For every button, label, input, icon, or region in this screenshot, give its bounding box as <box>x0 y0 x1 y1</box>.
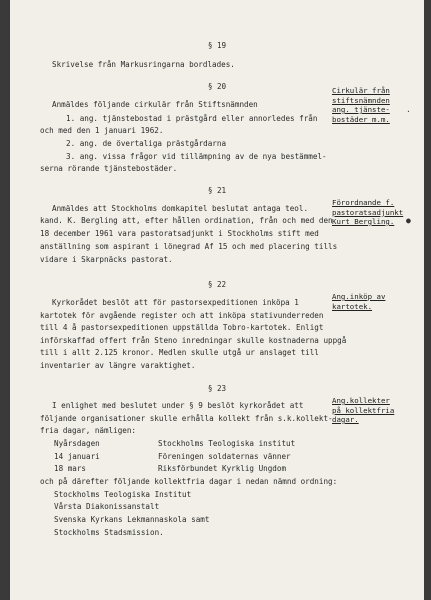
margin-note-line: Ang.inköp av <box>332 292 386 301</box>
margin-note-section-23 <box>332 396 394 425</box>
section-21-heading: § 21 <box>207 186 227 195</box>
section-22-line: till 4 å pastorsexpeditionen uppställda Tobro-kartotek. Enligt <box>40 323 324 332</box>
section-20-line: Anmäldes följande cirkulär från Stiftsnämnden <box>52 100 258 109</box>
section-19-line: Skrivelse från Markusringarna bordlades. <box>52 60 235 69</box>
section-21-line: vidare i Skarpnäcks pastorat. <box>40 255 173 264</box>
section-21-line: Anmäldes att Stockholms domkapitel beslutat antaga teol. <box>52 204 309 213</box>
table-date: 18 mars <box>54 464 87 473</box>
margin-note-line: stiftsnämnden <box>332 95 390 105</box>
margin-note-line: på kollektfria <box>332 405 395 415</box>
margin-note-line: bostäder m.m. <box>332 114 390 124</box>
section-21-line: anställning som aspirant i lönegrad Af 15 och med placering tills <box>40 242 338 251</box>
section-22-line: införskaffad offert från Steno inredningar skulle kostnaderna uppgå <box>40 336 347 345</box>
section-22-line: Kyrkorådet beslöt att för pastorsexpeditionen inköpa 1 <box>52 298 299 307</box>
list-item: Svenska Kyrkans Lekmannaskola samt <box>54 515 210 524</box>
section-20-line: 2. ang. de övertaliga prästgårdarna <box>66 139 227 148</box>
table-date: 14 januari <box>54 452 100 461</box>
margin-note-section-21 <box>332 198 403 227</box>
section-23-line: I enlighet med beslutet under § 9 beslöt kyrkorådet att <box>52 401 304 410</box>
list-item: Stockholms Teologiska Institut <box>54 490 192 499</box>
section-22-heading: § 22 <box>207 280 227 289</box>
section-23-line: fria dagar, nämligen: <box>40 426 137 435</box>
section-23-heading: § 23 <box>207 384 227 393</box>
section-22-line: kartotek för avgående register och att inköpa stativunderreden <box>40 311 324 320</box>
section-21-line: 18 december 1961 vara pastoratsadjunkt i Stockholms stift med <box>40 229 319 238</box>
check-mark: . <box>406 105 411 114</box>
margin-note-line: pastoratsadjunkt <box>332 207 404 217</box>
section-22-line: till i allt 2.125 kronor. Medlen skulle utgå ur anslaget till <box>40 348 319 357</box>
section-20-line: 3. ang. vissa frågor vid tillämpning av de nya bestämmel- <box>66 152 327 161</box>
section-21-line: kand. K. Bergling att, efter hållen ordination, från och med den <box>40 216 333 225</box>
section-22-line: inventarier av längre varaktighet. <box>40 361 196 370</box>
section-20-line: och med den 1 januari 1962. <box>40 126 164 135</box>
margin-note-line: dagar. <box>332 415 359 424</box>
margin-note-line: Kurt Bergling. <box>332 217 395 226</box>
section-23-line: följande organisationer skulle erhålla kollekt från s.k.kollekt- <box>40 414 333 423</box>
section-23-after: och på därefter följande kollektfria dagar i nedan nämnd ordning: <box>40 477 338 486</box>
margin-note-line: Förordnande f. <box>332 198 395 207</box>
list-item: Stockholms Stadsmission. <box>54 528 164 537</box>
table-organisation: Riksförbundet Kyrklig Ungdom <box>158 464 287 473</box>
check-mark: ● <box>406 216 411 225</box>
section-20-line: 1. ang. tjänstebostad i prästgård eller annorledes från <box>66 114 318 123</box>
table-date: Nyårsdagen <box>54 439 100 448</box>
margin-note-line: Cirkulär från <box>332 86 390 95</box>
section-20-line: serna rörande tjänstebostäder. <box>40 164 178 173</box>
list-item: Vårsta Diakonissanstalt <box>54 502 160 511</box>
margin-note-line: Ang.kollekter <box>332 396 390 405</box>
margin-note-line: kartotek. <box>332 301 373 311</box>
document-page <box>10 0 424 600</box>
margin-note-section-20 <box>332 86 390 124</box>
section-19-heading: § 19 <box>207 41 227 50</box>
section-20-heading: § 20 <box>207 82 227 91</box>
table-organisation: Föreningen soldaternas vänner <box>158 452 291 461</box>
table-organisation: Stockholms Teologiska institut <box>158 439 296 448</box>
margin-note-line: ang. tjänste- <box>332 105 390 114</box>
margin-note-section-22 <box>332 292 385 311</box>
